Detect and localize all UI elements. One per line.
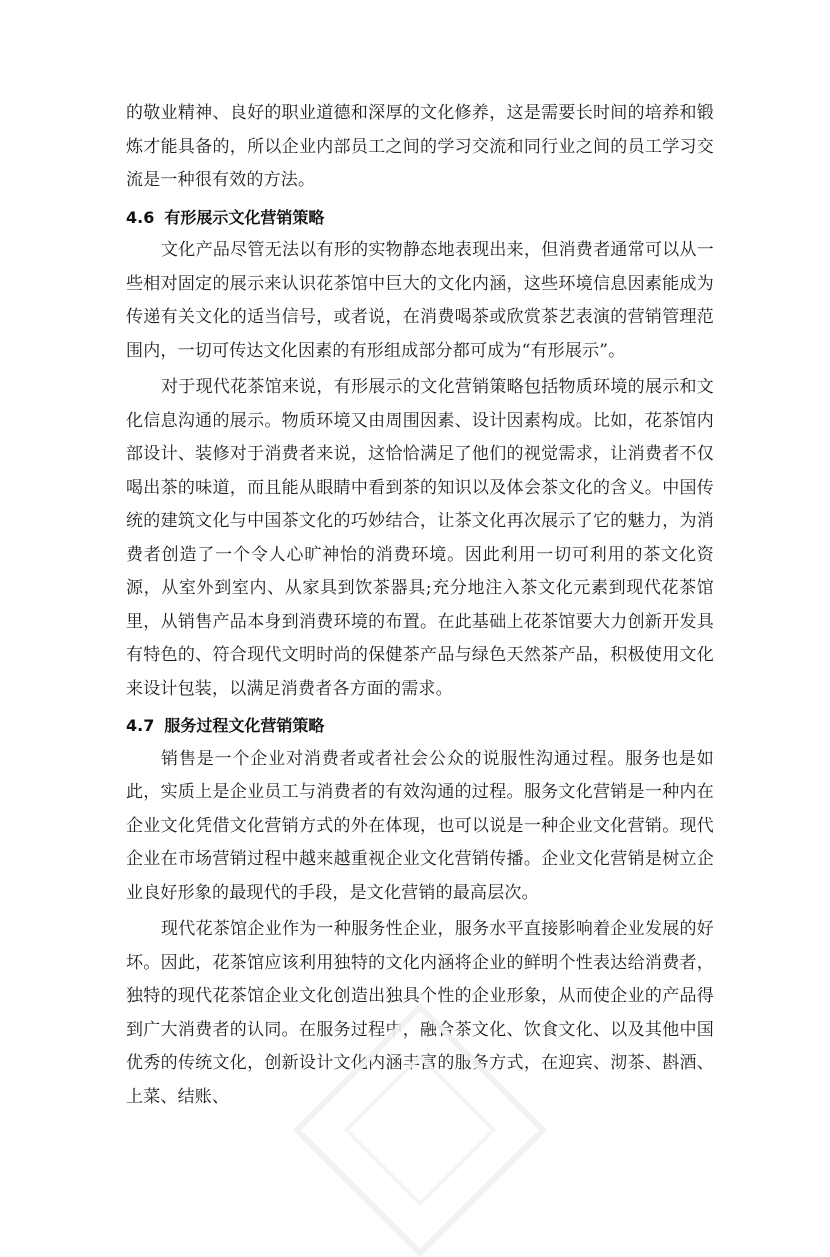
section-title: 有形展示文化营销策略 [164,207,325,227]
section-title: 服务过程文化营销策略 [164,716,325,735]
watermark-inner-frame [344,1054,497,1207]
document-body [126,97,714,1114]
paragraph: 文化产品尽管无法以有形的实物静态地表现出来，但消费者通常可以从一些相对固定的展示来认识花茶馆中巨大的文化内涵，这些环境信息因素能成为传递有关文化的适当信号，或者说，在消费喝茶或欣赏茶艺表演的营销管理范围内，一切可传达文化因素的有形组成部分都可成为“有形展示”。 [126,240,714,361]
section-number: 4.7 [126,716,155,735]
section-heading-4-6 [126,201,714,235]
section-heading-4-7 [126,709,714,743]
paragraph: 销售是一个企业对消费者或者社会公众的说服性沟通过程。服务也是如此，实质上是企业员工与消费者的有效沟通的过程。服务文化营销是一种内在企业文化凭借文化营销方式的外在体现，也可以说是一种企业文化营销。现代企业在市场营销过程中越来越重视企业文化营销传播。企业文化营销是树立企业良好形象的最现代的手段，是文化营销的最高层次。 [126,748,714,903]
paragraph-continued: 的敬业精神、良好的职业道德和深厚的文化修养，这是需要长时间的培养和锻炼才能具备的，所以企业内部员工之间的学习交流和同行业之间的员工学习交流是一种很有效的方法。 [126,103,714,190]
section-number: 4.6 [126,207,155,227]
paragraph: 现代花茶馆企业作为一种服务性企业，服务水平直接影响着企业发展的好坏。因此，花茶馆应该利用独特的文化内涵将企业的鲜明个性表达给消费者，独特的现代花茶馆企业文化创造出独具个性的企业形象，从而使企业的产品得到广大消费者的认同。在服务过程中，融合茶文化、饮食文化、以及其他中国优秀的传统文化，创新设计文化内涵丰富的服务方式，在迎宾、沏茶、斟酒、上菜、结账、 [126,919,714,1107]
paragraph: 对于现代花茶馆来说，有形展示的文化营销策略包括物质环境的展示和文化信息沟通的展示。物质环境又由周围因素、设计因素构成。比如，花茶馆内部设计、装修对于消费者来说，这恰恰满足了他们的视觉需求，让消费者不仅喝出茶的味道，而且能从眼睛中看到茶的知识以及体会茶文化的含义。中国传统的建筑文化与中国茶文化的巧妙结合，让茶文化再次展示了它的魅力，为消费者创造了一个令人心旷神怡的消费环境。因此利用一切可利用的茶文化资源，从室外到室内、从家具到饮茶器具;充分地注入茶文化元素到现代花茶馆里，从销售产品本身到消费环境的布置。在此基础上花茶馆要大力创新开发具有特色的、符合现代文明时尚的保健茶产品与绿色天然茶产品，积极使用文化来设计包装，以满足消费者各方面的需求。 [126,377,714,699]
